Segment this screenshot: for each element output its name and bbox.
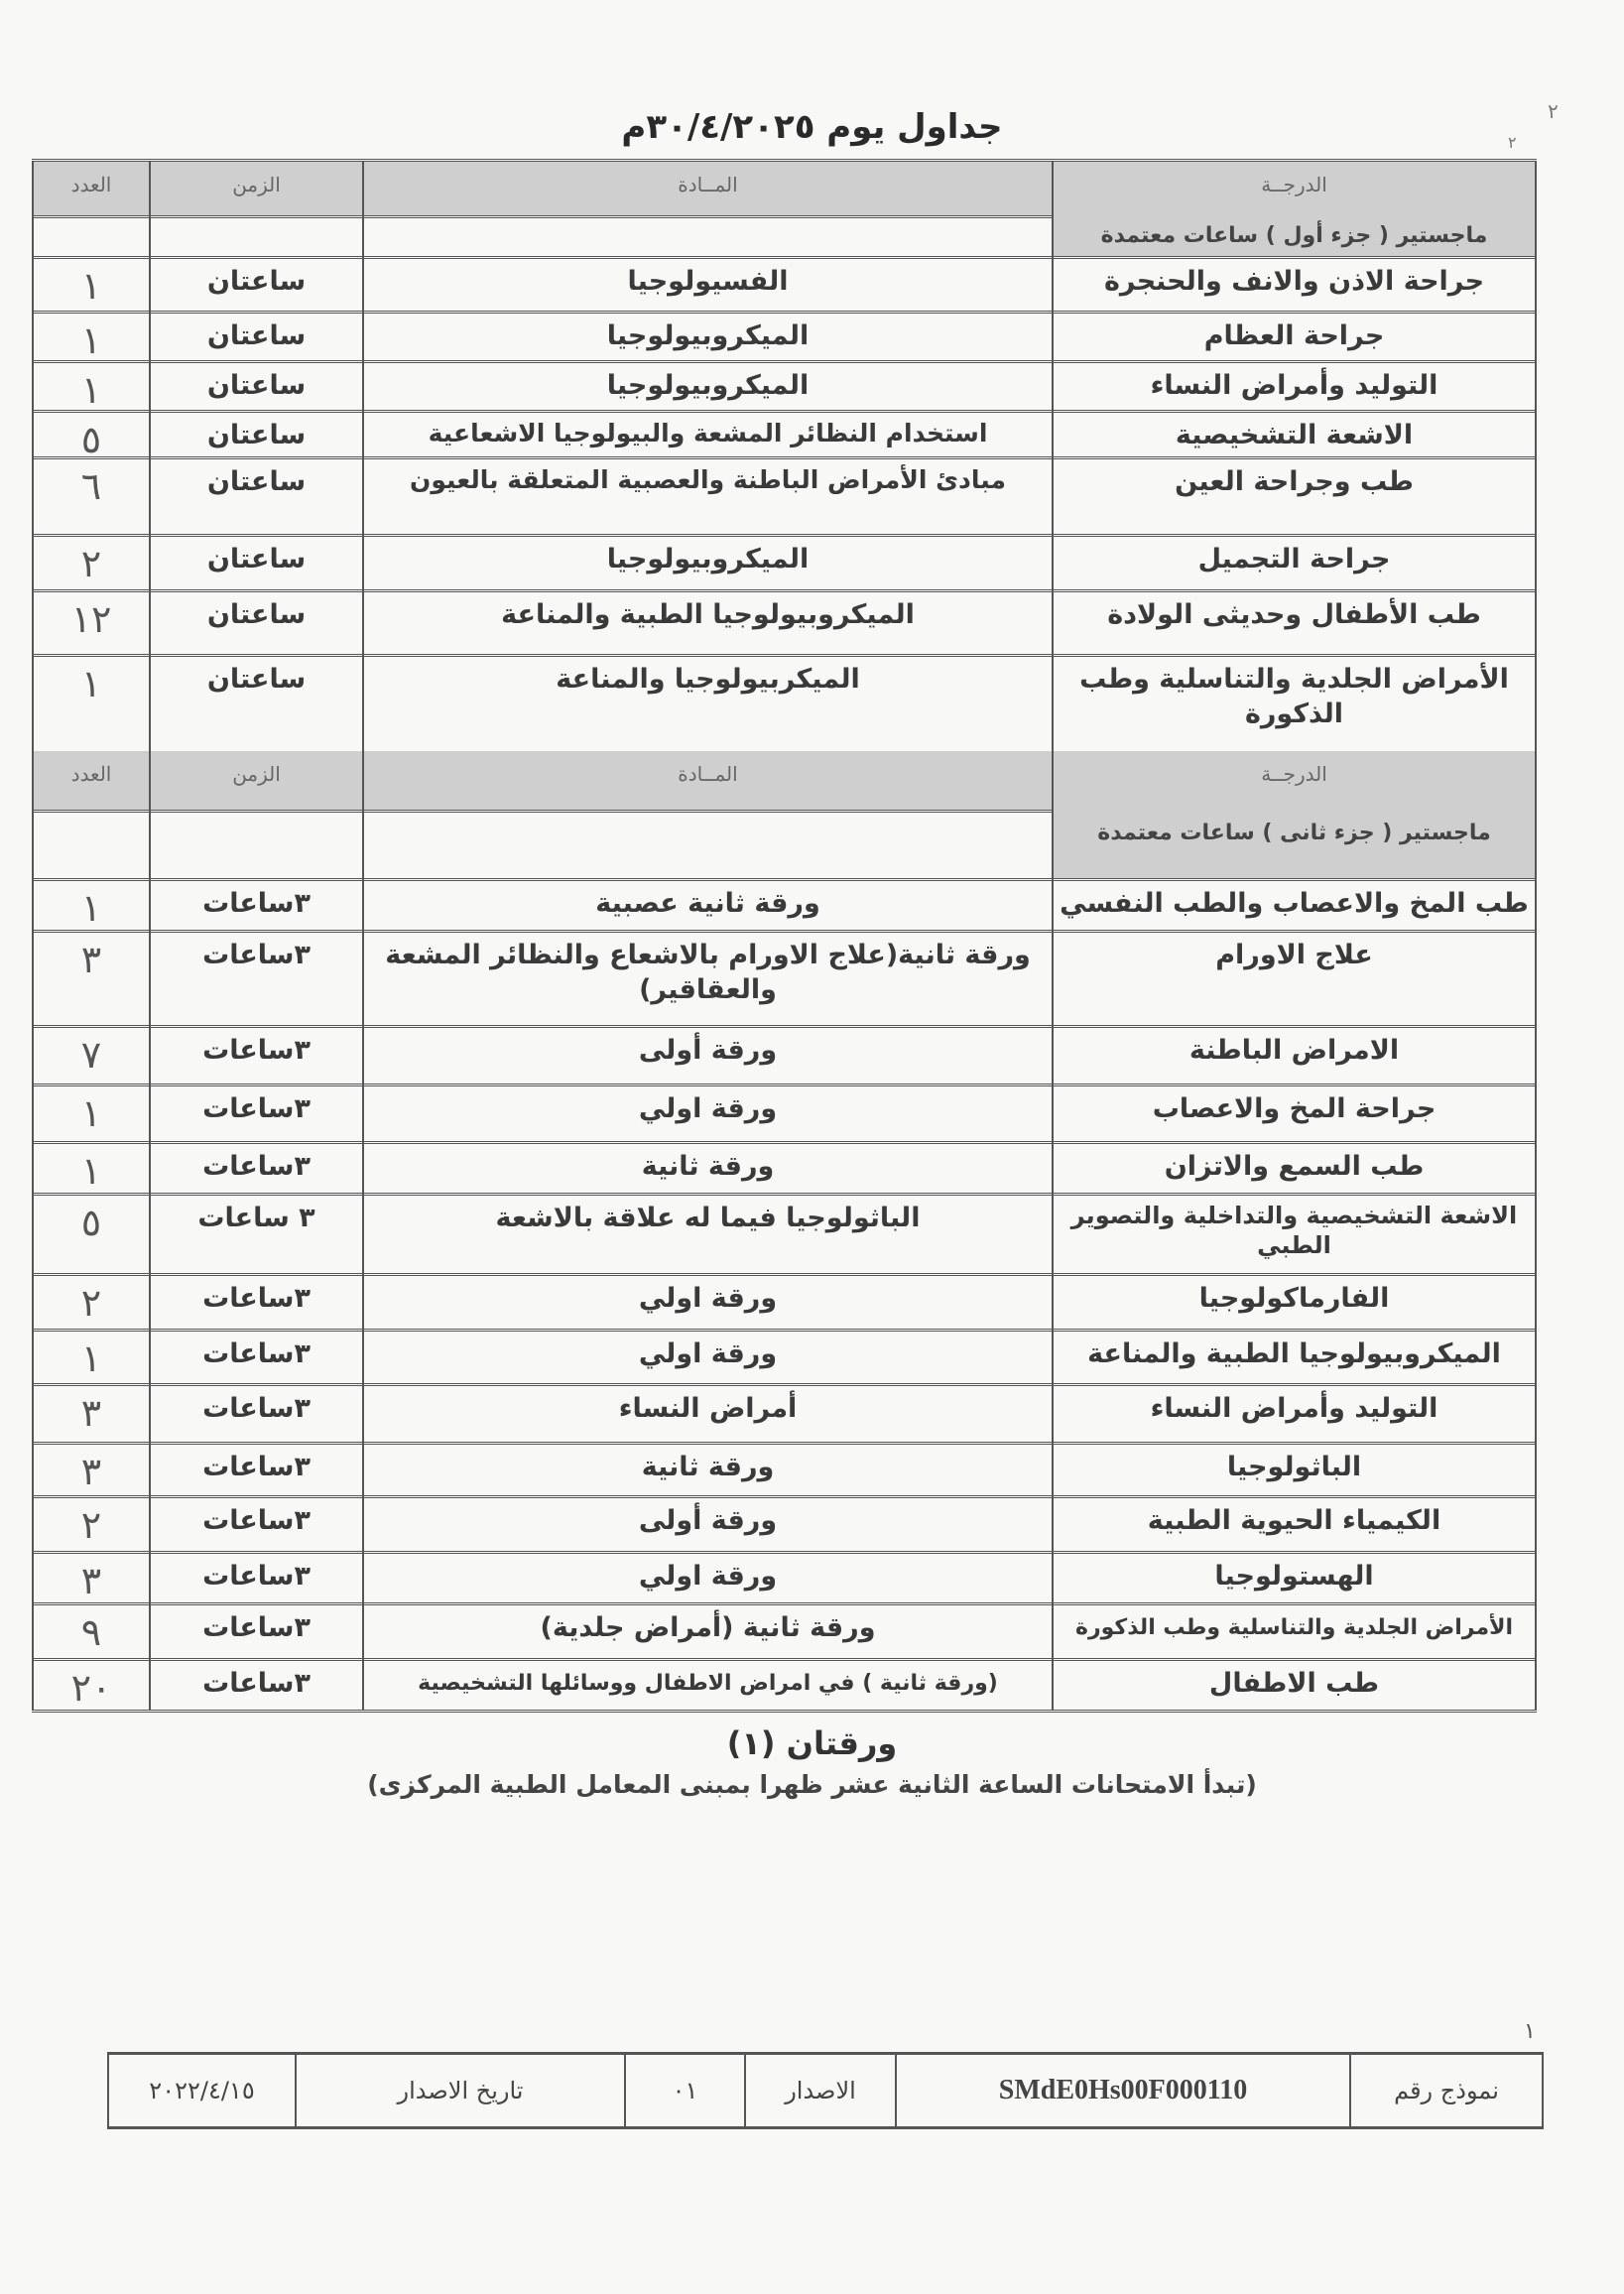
table-row (32, 654, 1537, 754)
subject-cell: ورقة ثانية (362, 1141, 1052, 1193)
table-row (32, 360, 1537, 413)
empty-cell (32, 212, 149, 256)
count-cell: ٢٠ (32, 1658, 149, 1710)
count-cell: ٣ (32, 930, 149, 1025)
subject-cell: ورقة ثانية (362, 1442, 1052, 1495)
degree-cell: الأمراض الجلدية والتناسلية وطب الذكورة (1052, 1602, 1537, 1658)
time-cell: ٣ساعات (149, 878, 362, 930)
column-header-subject: المــادة (362, 751, 1052, 810)
table-row (32, 1551, 1537, 1605)
empty-cell (149, 810, 362, 878)
subject-cell: الميكروبيولوجيا (362, 534, 1052, 589)
table-row (32, 311, 1537, 363)
count-cell: ١ (32, 654, 149, 751)
section-row (32, 212, 1537, 259)
time-cell: ساعتان (149, 410, 362, 456)
degree-cell: الكيمياء الحيوية الطبية (1052, 1495, 1537, 1551)
count-cell: ٣ (32, 1442, 149, 1495)
degree-cell: جراحة الاذن والانف والحنجرة (1052, 256, 1537, 311)
subject-cell: الفسيولوجيا (362, 256, 1052, 311)
time-cell: ساعتان (149, 456, 362, 534)
table-row (32, 1273, 1537, 1332)
papers-note: ورقتان (١) (726, 1724, 898, 1762)
subject-cell: مبادئ الأمراض الباطنة والعصبية المتعلقة بالعيون (362, 456, 1052, 534)
column-header-count: العدد (32, 751, 149, 810)
degree-cell: الأمراض الجلدية والتناسلية وطب الذكورة (1052, 654, 1537, 751)
count-cell: ٣ (32, 1383, 149, 1442)
table-row (32, 1329, 1537, 1386)
corner-mark: ٢ (1548, 99, 1559, 123)
degree-cell: علاج الاورام (1052, 930, 1537, 1025)
table-row (32, 1495, 1537, 1554)
time-cell: ٣ساعات (149, 1025, 362, 1083)
form-code: SMdE0Hs00F000110 (895, 2055, 1349, 2126)
degree-cell: الهستولوجيا (1052, 1551, 1537, 1602)
count-cell: ٢ (32, 534, 149, 589)
time-cell: ساعتان (149, 654, 362, 751)
count-cell: ١ (32, 256, 149, 311)
table-row (32, 589, 1537, 657)
time-cell: ساعتان (149, 360, 362, 410)
table-row (32, 1442, 1537, 1498)
section-row (32, 810, 1537, 881)
count-cell: ١ (32, 360, 149, 410)
count-cell: ١ (32, 1083, 149, 1141)
degree-cell: التوليد وأمراض النساء (1052, 360, 1537, 410)
count-cell: ٥ (32, 1193, 149, 1273)
count-cell: ٩ (32, 1602, 149, 1658)
time-cell: ساعتان (149, 311, 362, 360)
time-cell: ٣ساعات (149, 1602, 362, 1658)
time-cell: ٣ساعات (149, 1329, 362, 1383)
table-row (32, 1025, 1537, 1086)
column-header-time: الزمن (149, 162, 362, 215)
table-row (32, 1193, 1537, 1276)
table-row (32, 256, 1537, 314)
subject-cell: ورقة أولى (362, 1025, 1052, 1083)
subject-cell: ورقة اولي (362, 1083, 1052, 1141)
page-number: ١ (1524, 2019, 1536, 2044)
table-row (32, 1383, 1537, 1445)
degree-cell: طب المخ والاعصاب والطب النفسي (1052, 878, 1537, 930)
count-cell: ١ (32, 878, 149, 930)
count-cell: ٧ (32, 1025, 149, 1083)
form-footer (107, 2052, 1544, 2129)
column-header-degree: الدرجــة (1052, 751, 1537, 810)
degree-cell: الامراض الباطنة (1052, 1025, 1537, 1083)
corner-mark: ٢ (1508, 133, 1517, 152)
column-header-time: الزمن (149, 751, 362, 810)
time-cell: ٣ساعات (149, 1141, 362, 1193)
time-cell: ٣ساعات (149, 1551, 362, 1602)
empty-cell (149, 212, 362, 256)
degree-cell: الميكروبيولوجيا الطبية والمناعة (1052, 1329, 1537, 1383)
empty-cell (32, 810, 149, 878)
empty-cell (362, 212, 1052, 256)
degree-cell: الباثولوجيا (1052, 1442, 1537, 1495)
time-cell: ساعتان (149, 589, 362, 654)
count-cell: ١ (32, 1329, 149, 1383)
degree-cell: طب الاطفال (1052, 1658, 1537, 1710)
count-cell: ٣ (32, 1551, 149, 1602)
count-cell: ١٢ (32, 589, 149, 654)
table-row (32, 410, 1537, 459)
degree-cell: جراحة العظام (1052, 311, 1537, 360)
degree-cell: جراحة التجميل (1052, 534, 1537, 589)
table-row (32, 456, 1537, 537)
column-header-count: العدد (32, 162, 149, 215)
table-row (32, 1141, 1537, 1196)
time-cell: ٣ساعات (149, 1383, 362, 1442)
subject-cell: الميكروبيولوجيا (362, 311, 1052, 360)
time-cell: ٣ساعات (149, 1273, 362, 1329)
table-row (32, 1083, 1537, 1144)
start-time-note: (تبدأ الامتحانات الساعة الثانية عشر ظهرا بمبنى المعامل الطبية المركزى) (367, 1770, 1257, 1799)
count-cell: ٥ (32, 410, 149, 456)
table-row (32, 1602, 1537, 1661)
subject-cell: أمراض النساء (362, 1383, 1052, 1442)
subject-cell: ورقة ثانية (أمراض جلدية) (362, 1602, 1052, 1658)
subject-cell: ورقة ثانية(علاج الاورام بالاشعاع والنظائر المشعة والعقاقير) (362, 930, 1052, 1025)
degree-cell: التوليد وأمراض النساء (1052, 1383, 1537, 1442)
time-cell: ٣ساعات (149, 1495, 362, 1551)
subject-cell: ورقة أولى (362, 1495, 1052, 1551)
column-header-degree: الدرجــة (1052, 162, 1537, 215)
time-cell: ساعتان (149, 534, 362, 589)
issue-label: الاصدار (744, 2055, 895, 2126)
subject-cell: الميكربيولوجيا والمناعة (362, 654, 1052, 751)
subject-cell: (ورقة ثانية ) في امراض الاطفال ووسائلها التشخيصية (362, 1658, 1052, 1710)
degree-cell: جراحة المخ والاعصاب (1052, 1083, 1537, 1141)
subject-cell: ورقة اولي (362, 1329, 1052, 1383)
issue-date-label: تاريخ الاصدار (295, 2055, 624, 2126)
time-cell: ساعتان (149, 256, 362, 311)
count-cell: ٢ (32, 1273, 149, 1329)
time-cell: ٣ساعات (149, 1442, 362, 1495)
subject-cell: الميكروبيولوجيا الطبية والمناعة (362, 589, 1052, 654)
count-cell: ٦ (32, 456, 149, 534)
count-cell: ١ (32, 1141, 149, 1193)
degree-cell: طب السمع والاتزان (1052, 1141, 1537, 1193)
issue-date: ٢٠٢٢/٤/١٥ (149, 2077, 255, 2104)
subject-cell: الميكروبيولوجيا (362, 360, 1052, 410)
column-header-subject: المــادة (362, 162, 1052, 215)
degree-cell: الاشعة التشخيصية والتداخلية والتصوير الطبي (1052, 1193, 1537, 1273)
subject-cell: ورقة ثانية عصبية (362, 878, 1052, 930)
issue-value: ٠١ (624, 2055, 744, 2126)
section-label: ماجستير ( جزء ثانى ) ساعات معتمدة (1052, 810, 1537, 878)
table-row (32, 534, 1537, 592)
subject-cell: الباثولوجيا فيما له علاقة بالاشعة (362, 1193, 1052, 1273)
time-cell: ٣ساعات (149, 1658, 362, 1710)
subject-cell: ورقة اولي (362, 1273, 1052, 1329)
degree-cell: طب وجراحة العين (1052, 456, 1537, 534)
section-label: ماجستير ( جزء أول ) ساعات معتمدة (1052, 212, 1537, 256)
time-cell: ٣ساعات (149, 1083, 362, 1141)
subject-cell: ورقة اولي (362, 1551, 1052, 1602)
table-row (32, 1658, 1537, 1713)
subject-cell: استخدام النظائر المشعة والبيولوجيا الاشعاعية (362, 410, 1052, 456)
count-cell: ٢ (32, 1495, 149, 1551)
degree-cell: طب الأطفال وحديثى الولادة (1052, 589, 1537, 654)
page-title: جداول يوم ٣٠/٤/٢٠٢٥م (621, 107, 1003, 147)
table-row (32, 878, 1537, 933)
degree-cell: الاشعة التشخيصية (1052, 410, 1537, 456)
degree-cell: الفارماكولوجيا (1052, 1273, 1537, 1329)
table-header-row (32, 159, 1537, 218)
table-row (32, 930, 1537, 1028)
time-cell: ٣ساعات (149, 930, 362, 1025)
time-cell: ٣ ساعات (149, 1193, 362, 1273)
table-header-row (32, 751, 1537, 813)
form-number-label: نموذج رقم (1349, 2055, 1542, 2126)
empty-cell (362, 810, 1052, 878)
count-cell: ١ (32, 311, 149, 360)
